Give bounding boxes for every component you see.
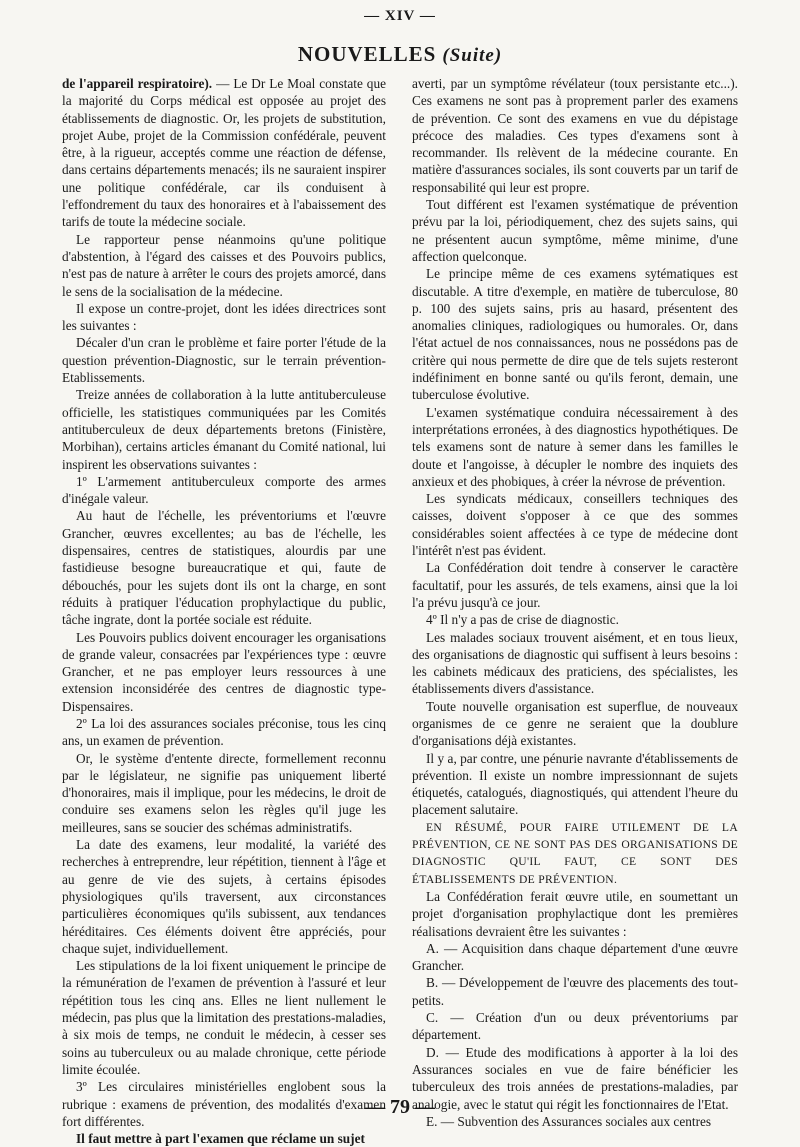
paragraph: 4º Il n'y a pas de crise de diagnostic.: [426, 612, 619, 628]
paragraph: Treize années de collaboration à la lutte antituberculeuse officielle, les statistiques communiquées par les Comités antituberculeux de deux départements bretons (Finistère, Morbihan), certains articles émanant du Comité national, lui inspirent les observations suivantes :: [62, 387, 386, 472]
paragraph: 3º Les circulaires ministérielles englobent sous la rubrique : examens de prévention, des modalités d'examen fort différentes.: [62, 1079, 386, 1129]
paragraph: 2º La loi des assurances sociales préconise, tous les cinq ans, un examen de prévention.: [62, 715, 386, 749]
paragraph: La Confédération doit tendre à conserver le caractère facultatif, pour les assurés, de tels examens, ainsi que la loi l'a prévu jusqu'à ce jour.: [412, 560, 738, 610]
roman-page-number: — XIV —: [364, 8, 436, 24]
paragraph: Toute nouvelle organisation est superflue, de nouveaux organismes de ce genre ne seraient que la doublure d'organisations déjà existantes.: [412, 698, 738, 749]
paragraph: Il y a, par contre, une pénurie navrante d'établissements de prévention. Il existe un nombre impressionnant de sujets étiquetés, catalogués, diagnostiqués, qui attendent l'heure du placement salutaire.: [412, 750, 738, 818]
right-column: [412, 75, 738, 1129]
paragraph: La Confédération ferait œuvre utile, en soumettant un projet d'organisation prophylactique dont les premières réalisations devraient être les suivantes :: [412, 888, 738, 939]
paragraph-lead: de l'appareil respiratoire).: [62, 76, 213, 91]
section-title: NOUVELLES: [297, 42, 437, 66]
paragraph: Au haut de l'échelle, les préventoriums et l'œuvre Grancher, œuvres excellentes; au bas de l'échelle, les dispensaires, centres de statistiques, alourdis par une fastidieuse besogne bureaucratique et qui, faute de débouchés, pour les sujets dont ils ont la charge, en sont réduits à pratiquer l'éducation prophylactique du public, tâche ingrate, dont la portée sociale est réduite.: [62, 508, 386, 628]
paragraph: Les syndicats médicaux, conseillers techniques des caisses, doivent s'opposer à ce que des sommes considérables soient affectées à ce type de médecine dont l'intérêt n'est pas évident.: [412, 491, 738, 559]
section-title-suffix: (Suite): [442, 45, 503, 66]
paragraph: La date des examens, leur modalité, la variété des recherches à entreprendre, leur répétition, tiennent à l'âge et au genre de vie des sujets, à certains épisodes physiologiques qu'ils traversent, aux circonstances particulières économiques qu'ils subissent, aux tendances héréditaires. Ces éléments doivent être appréciés, pour chaque sujet, individuellement.: [62, 837, 386, 956]
list-item: A. — Acquisition dans chaque département d'une œuvre Grancher.: [412, 940, 738, 974]
paragraph: L'examen systématique conduira nécessairement à des interprétations erronées, à des diagnostics hypothétiques. De tels examens sont de nature à semer dans les familles le doute et l'angoisse, à décupler le nombre des inquiets des anxieux et des phobiques, à créer la névrose de prévention.: [412, 404, 738, 489]
paragraph: Il faut mettre à part l'examen que réclame un sujet: [76, 1131, 365, 1147]
left-column: [62, 75, 386, 1147]
page-header: [0, 42, 800, 67]
paragraph: Décaler d'un cran le problème et faire porter l'étude de la question prévention-Diagnostic, sur le terrain prévention-Etablissements.: [62, 335, 386, 386]
paragraph: Les Pouvoirs publics doivent encourager les organisations de grande valeur, consacrées par l'expériences type : œuvre Grancher, et ne pas employer leurs ressources à une extension inconsidérée des centres de diagnostic type-Dispensaires.: [62, 629, 386, 714]
list-item: D. — Etude des modifications à apporter à la loi des Assurances sociales en vue de faire bénéficier les tuberculeux des trois années de prestations-maladies, par analogie, avec le statut qui régit les fonctionnaires de l'Etat.: [412, 1044, 738, 1112]
list-item: E. — Subvention des Assurances sociales aux centres: [426, 1113, 712, 1129]
paragraph: Il expose un contre-projet, dont les idées directrices sont les suivantes :: [62, 300, 386, 334]
paragraph-text: — Le Dr Le Moal constate que la majorité du Corps médical est opposée au projet des établissements de diagnostic. Or, les projets de substitution, projet Aube, projet de la Commission confédérale, peuvent être, à la rigueur, acceptés comme une réaction de défense, dans certains départements menacés; ils ne sauraient inspirer une politique confédérale, car ils conduisent à l'effondrement du taux des honoraires et à l'abaissement des tarifs de toute la médecine sociale.: [62, 76, 386, 230]
paragraph: Tout différent est l'examen systématique de prévention prévu par la loi, périodiquement, chez des sujets sains, qui ne présentent aucun symptôme, même minime, d'une affection quelconque.: [412, 197, 738, 264]
paragraph: [62, 75, 386, 231]
paragraph: Le principe même de ces examens sytématiques est discutable. A titre d'exemple, en matière de tuberculose, 80 p. 100 des sujets sains, pris au hasard, présentent des anomalies cliniques, radiologiques ou humorales. Or, dans l'état actuel de nos connaissances, nous ne possédons pas de critère qui nous permette de dire que de tels sujets resteront indéfiniment en bonne santé ou qu'ils feront, demain, une tuberculose évolutive.: [412, 266, 738, 403]
paragraph: Les malades sociaux trouvent aisément, et en tous lieux, des organisations de diagnostic qui suffisent à leurs besoins : les cabinets médicaux des praticiens, des spécialistes, les établissements divers d'assistance.: [412, 629, 738, 697]
page-number: — 79 —: [365, 1096, 435, 1118]
list-item: B. — Développement de l'œuvre des placements des tout-petits.: [412, 975, 738, 1008]
paragraph: 1º L'armement antituberculeux comporte des armes d'inégale valeur.: [62, 473, 386, 507]
paragraph: Les stipulations de la loi fixent uniquement le principe de la rémunération de l'examen de prévention à l'assuré et leur répétition tous les cinq ans. Elles ne lient nullement le médecin, pas plus que la limitation des prestations-maladies, à six mois de temps, ne conduit le médecin, à cesser ses soins au tuberculeux ou au malade chronique, cette période limite écoulée.: [62, 958, 386, 1077]
list-item: C. — Création d'un ou deux préventoriums par département.: [412, 1010, 738, 1043]
summary-paragraph: EN RÉSUMÉ, POUR FAIRE UTILEMENT DE LA PRÉVENTION, CE NE SONT PAS DES ORGANISATIONS DE DIAGNOSTIC QU'IL FAUT, CE SONT DES ÉTABLISSEMENTS DE PRÉVENTION.: [412, 820, 738, 886]
paragraph: Or, le système d'entente directe, formellement reconnu par le législateur, ne signifie pas uniquement liberté d'honoraires, mais il implique, pour les médecins, le droit de conduire ses examens selon les règles qu'il juge les meilleures, sans se soucier des schémas administratifs.: [62, 750, 386, 835]
paragraph: averti, par un symptôme révélateur (toux persistante etc...). Ces examens ne sont pas à proprement parler des examens de prévention. Ce sont des examens en vue du dépistage précoce des maladies. Ces types d'examens sont à recommander. Ils relèvent de la médecine courante. En matière d'assurances sociales, ils sont couverts par un tarif de responsabilité qui leur est propre.: [412, 76, 738, 195]
paragraph: Le rapporteur pense néanmoins qu'une politique d'abstention, à l'égard des caisses et des Pouvoirs publics, n'est pas de nature à arrêter le cours des projets amorcé, dans le sens de la socialisation de la médecine.: [62, 231, 386, 299]
